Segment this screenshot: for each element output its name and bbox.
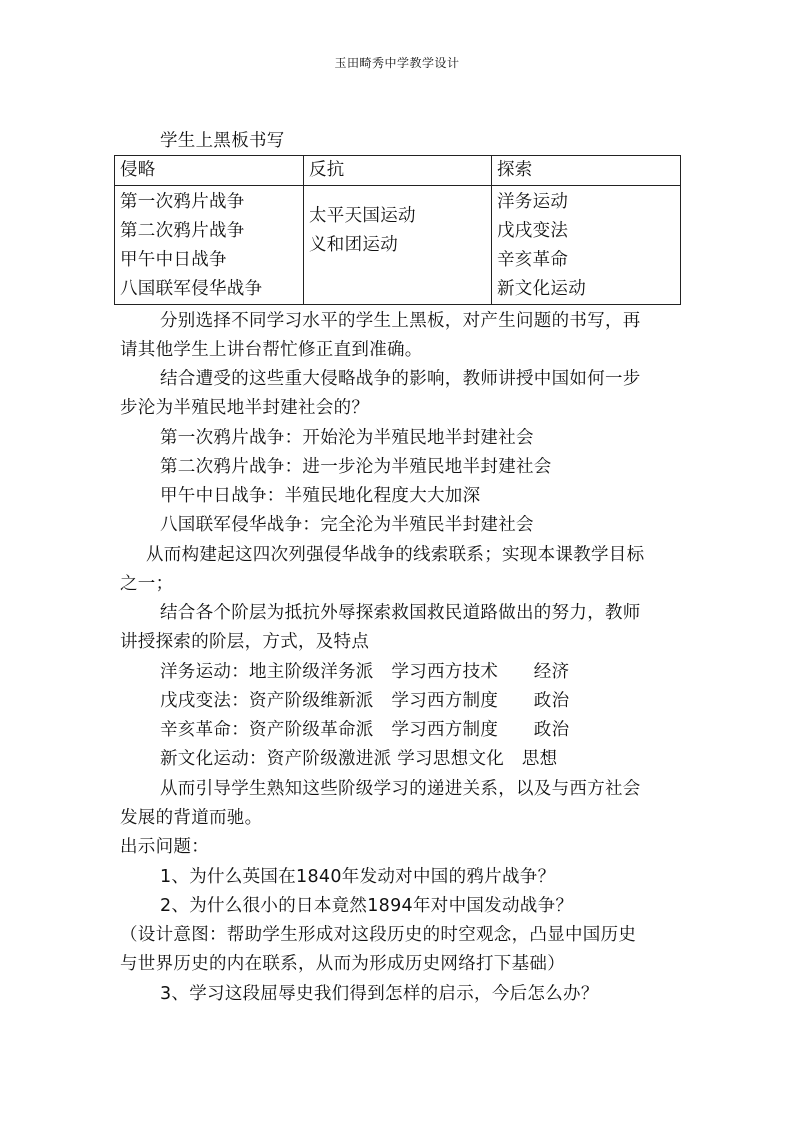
body-line: 结合各个阶层为抵抗外辱探索救国救民道路做出的努力，教师	[160, 603, 641, 623]
list-item: 太平天国运动	[309, 206, 416, 226]
body-line: 发展的背道而驰。	[120, 808, 263, 828]
list-item: 新文化运动	[497, 279, 586, 299]
table-body-row	[115, 186, 681, 305]
exploration-cell	[492, 186, 681, 305]
body-line: 结合遭受的这些重大侵略战争的影响，教师讲授中国如何一步	[160, 369, 641, 389]
body-line: 甲午中日战争：半殖民地化程度大大加深	[160, 486, 481, 506]
list-item: 第二次鸦片战争	[120, 221, 245, 241]
header-invasion: 侵略	[115, 156, 304, 186]
header-exploration: 探索	[492, 156, 681, 186]
body-line: 新文化运动：资产阶级激进派 学习思想文化 思想	[160, 749, 558, 769]
body-line: 之一；	[120, 574, 174, 594]
list-item: 辛亥革命	[497, 250, 569, 270]
table-header-row	[115, 156, 681, 186]
body-line: 请其他学生上讲台帮忙修正直到准确。	[120, 340, 423, 360]
header-resistance: 反抗	[304, 156, 492, 186]
body-line: 从而引导学生熟知这些阶级学习的递进关系，以及与西方社会	[160, 779, 641, 799]
body-line: 2、为什么很小的日本竟然1894年对中国发动战争？	[160, 896, 574, 916]
intro-text: 学生上黑板书写	[160, 131, 285, 151]
body-line: 戊戌变法：资产阶级维新派 学习西方制度 政治	[160, 691, 570, 711]
body-line: 分别选择不同学习水平的学生上黑板，对产生问题的书写，再	[160, 311, 641, 331]
invasion-cell	[115, 186, 304, 305]
body-line: 辛亥革命：资产阶级革命派 学习西方制度 政治	[160, 720, 570, 740]
page-header: 玉田畸秀中学教学设计	[334, 56, 460, 70]
list-item: 八国联军侵华战争	[120, 279, 263, 299]
body-line: 出示问题：	[120, 837, 209, 857]
list-item: 甲午中日战争	[120, 250, 227, 270]
body-line: 讲授探索的阶层，方式，及特点	[120, 632, 370, 652]
body-line: 第二次鸦片战争：进一步沦为半殖民地半封建社会	[160, 457, 552, 477]
list-item: 义和团运动	[309, 235, 398, 255]
body-line: （设计意图：帮助学生形成对这段历史的时空观念，凸显中国历史	[120, 925, 637, 945]
body-line: 八国联军侵华战争：完全沦为半殖民半封建社会	[160, 515, 534, 535]
body-line: 与世界历史的内在联系，从而为形成历史网络打下基础）	[120, 954, 565, 974]
body-line: 3、学习这段屈辱史我们得到怎样的启示，今后怎么办？	[160, 984, 599, 1004]
body-line: 洋务运动：地主阶级洋务派 学习西方技术 经济	[160, 662, 570, 682]
resistance-cell	[304, 186, 492, 305]
list-item: 戊戌变法	[497, 221, 569, 241]
body-line: 1、为什么英国在1840年发动对中国的鸦片战争？	[160, 867, 556, 887]
body-line: 步沦为半殖民地半封建社会的？	[120, 398, 370, 418]
list-item: 第一次鸦片战争	[120, 192, 245, 212]
list-item: 洋务运动	[497, 192, 569, 212]
history-table	[114, 155, 681, 305]
body-line: 从而构建起这四次列强侵华战争的线索联系；实现本课教学目标	[146, 545, 645, 565]
body-line: 第一次鸦片战争：开始沦为半殖民地半封建社会	[160, 428, 534, 448]
